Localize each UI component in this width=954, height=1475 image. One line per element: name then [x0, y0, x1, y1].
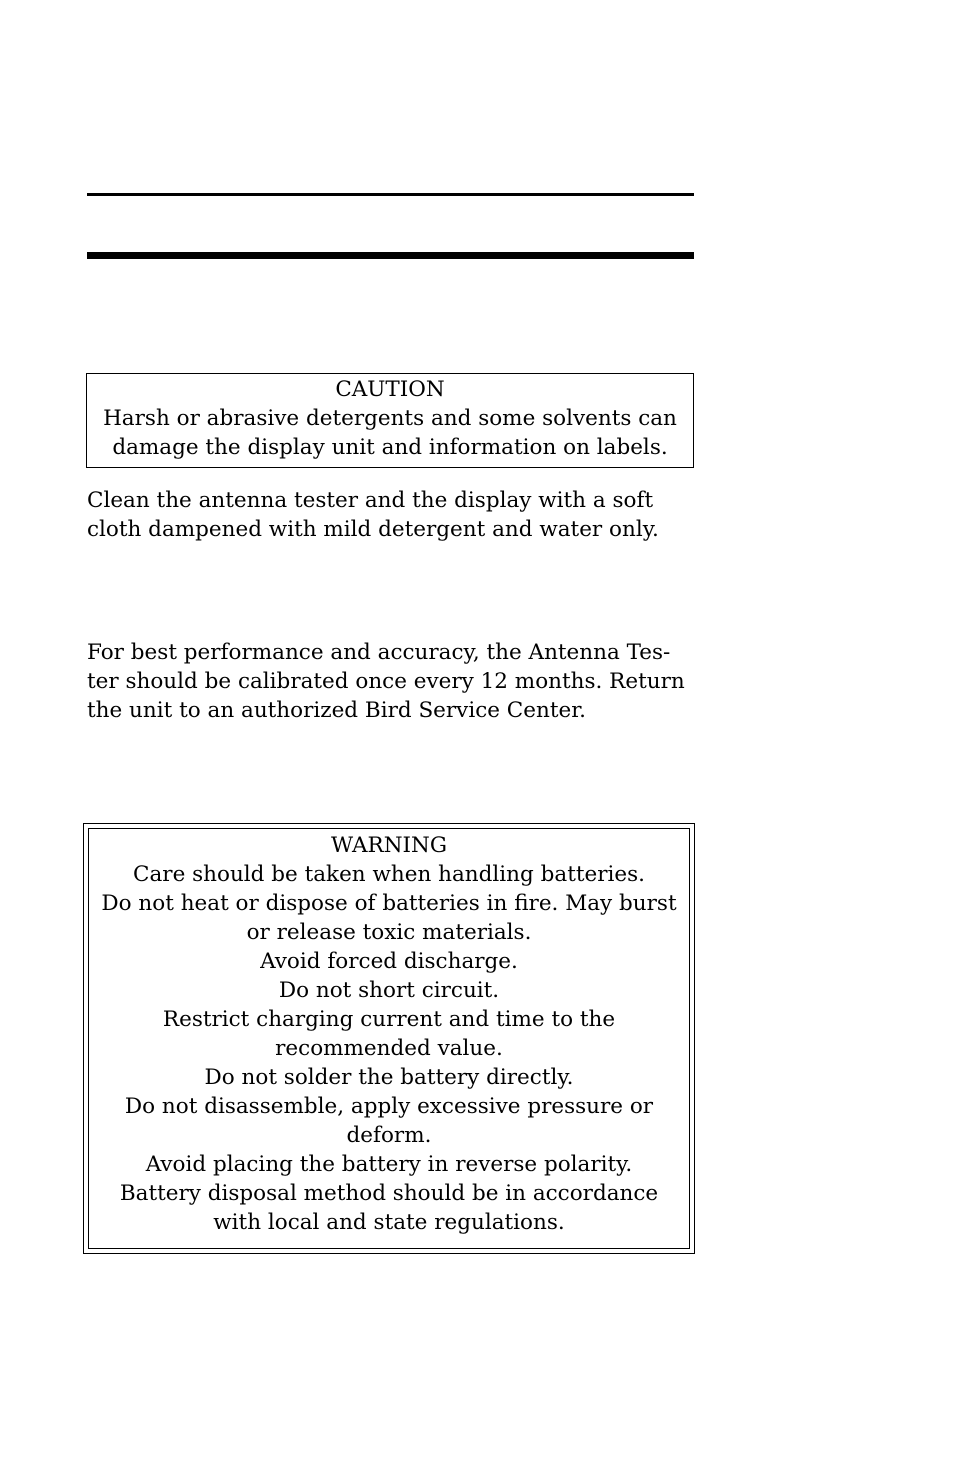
warning-line: Do not solder the battery directly.: [204, 1065, 574, 1090]
warning-line: deform.: [346, 1123, 432, 1148]
calibration-paragraph: [87, 638, 685, 725]
calibration-line: ter should be calibrated once every 12 months. Return: [87, 669, 685, 694]
warning-line: Care should be taken when handling batteries.: [133, 862, 645, 887]
header-thin-rule: [87, 193, 694, 196]
warning-line: or release toxic materials.: [246, 920, 532, 945]
cleaning-line: cloth dampened with mild detergent and water only.: [87, 517, 659, 542]
caution-heading: CAUTION: [335, 377, 445, 402]
warning-line: Avoid placing the battery in reverse polarity.: [145, 1152, 633, 1177]
cleaning-paragraph: [87, 486, 659, 544]
warning-box: [83, 823, 695, 1254]
caution-line: Harsh or abrasive detergents and some solvents can: [103, 406, 677, 431]
warning-heading: WARNING: [330, 833, 448, 858]
cleaning-line: Clean the antenna tester and the display with a soft: [87, 488, 654, 513]
caution-box: [86, 373, 694, 468]
warning-inner-frame: [88, 828, 690, 1249]
warning-line: Do not short circuit.: [278, 978, 500, 1003]
warning-line: Avoid forced discharge.: [260, 949, 518, 974]
header-thick-rule: [87, 252, 694, 259]
warning-line: with local and state regulations.: [213, 1210, 565, 1235]
warning-line: Restrict charging current and time to the: [162, 1007, 616, 1032]
calibration-line: For best performance and accuracy, the Antenna Tes-: [87, 640, 671, 665]
warning-line: Do not heat or dispose of batteries in fire. May burst: [101, 891, 677, 916]
warning-line: Battery disposal method should be in accordance: [119, 1181, 659, 1206]
caution-line: damage the display unit and information on labels.: [112, 435, 668, 460]
calibration-line: the unit to an authorized Bird Service Center.: [87, 698, 586, 723]
warning-line: Do not disassemble, apply excessive pressure or: [124, 1094, 654, 1119]
warning-line: recommended value.: [275, 1036, 503, 1061]
